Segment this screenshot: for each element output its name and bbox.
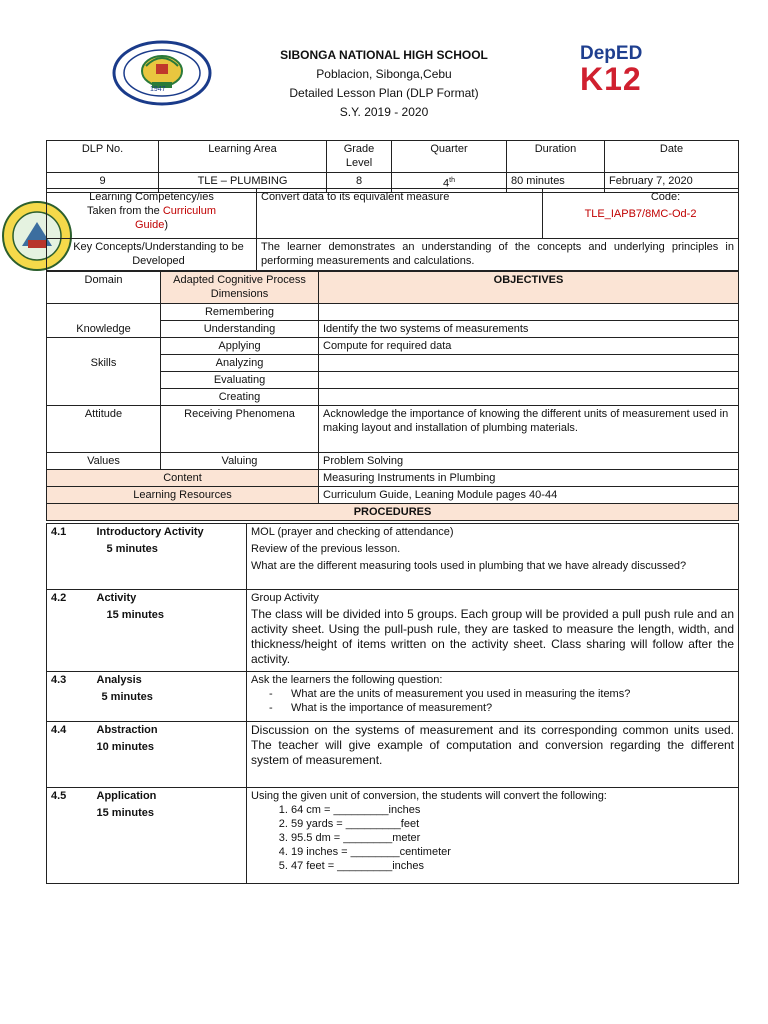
objective-receiving: Acknowledge the importance of knowing the different units of measurement used in making layout and installation of plumbing materials. xyxy=(319,406,739,453)
proc-line: Ask the learners the following question: xyxy=(251,674,443,686)
resources-value: Curriculum Guide, Leaning Module pages 40-44 xyxy=(319,487,739,504)
objective-analyzing xyxy=(319,355,739,372)
procedure-row xyxy=(47,788,739,884)
label-dlp-no: DLP No. xyxy=(47,141,159,173)
proc-body xyxy=(247,524,739,590)
school-year: S.Y. 2019 - 2020 xyxy=(339,105,429,119)
proc-line: Using the given unit of conversion, the students will convert the following: xyxy=(251,790,607,802)
domain-header: Domain xyxy=(47,272,161,304)
key-concepts-text: The learner demonstrates an understanding of the concepts and underlying principles in performing measurements and calculations. xyxy=(257,239,739,271)
label-quarter: Quarter xyxy=(392,141,507,173)
guide-red: Guide xyxy=(134,219,165,231)
proc-time: 5 minutes xyxy=(101,691,153,703)
proc-title-cell xyxy=(83,788,247,884)
objective-applying: Compute for required data xyxy=(319,338,739,355)
procedures-table xyxy=(46,523,739,884)
value-grade-level: 8 xyxy=(327,173,392,193)
value-dlp-no: 9 xyxy=(47,173,159,193)
proc-num: 4.3 xyxy=(47,672,83,722)
plan-type: Detailed Lesson Plan (DLP Format) xyxy=(289,86,479,100)
competency-label-suffix: ) xyxy=(164,219,169,231)
info-table xyxy=(46,140,739,193)
proc-title: Activity xyxy=(96,592,137,604)
code-label: Code: xyxy=(650,191,681,203)
process-evaluating: Evaluating xyxy=(161,372,319,389)
seal-year: 1947 xyxy=(150,86,166,93)
proc-line: Review of the previous lesson. xyxy=(251,543,401,555)
proc-num: 4.1 xyxy=(47,524,83,590)
list-item: - What are the units of measurement you used in measuring the items? xyxy=(291,687,734,701)
competency-table xyxy=(46,188,739,271)
label-grade-level: Grade Level xyxy=(327,141,392,173)
proc-title-cell xyxy=(83,722,247,788)
procedure-row xyxy=(47,524,739,590)
proc-body xyxy=(247,672,739,722)
proc-body xyxy=(247,590,739,672)
content-label: Content xyxy=(47,470,319,487)
list-item: - What is the importance of measurement? xyxy=(291,701,734,715)
proc-title: Analysis xyxy=(96,674,142,686)
objectives-table xyxy=(46,271,739,521)
proc-num: 4.5 xyxy=(47,788,83,884)
proc-body xyxy=(247,788,739,884)
domain-knowledge: Knowledge xyxy=(47,304,161,338)
content-value: Measuring Instruments in Plumbing xyxy=(319,470,739,487)
proc-title: Application xyxy=(96,790,157,802)
school-name: SIBONGA NATIONAL HIGH SCHOOL xyxy=(280,48,488,62)
competency-code: TLE_IAPB7/8MC-Od-2 xyxy=(584,208,697,220)
procedure-row xyxy=(47,722,739,788)
resources-label: Learning Resources xyxy=(47,487,319,504)
proc-body xyxy=(247,722,739,788)
objective-understanding: Identify the two systems of measurements xyxy=(319,321,739,338)
proc-title: Introductory Activity xyxy=(96,526,204,538)
k12-wordmark: K12 xyxy=(580,61,642,97)
proc-time: 10 minutes xyxy=(96,741,154,753)
competency-code-cell xyxy=(543,189,739,239)
conversion-list xyxy=(251,803,734,873)
quarter-sup: th xyxy=(449,177,455,184)
process-analyzing: Analyzing xyxy=(161,355,319,372)
objective-valuing: Problem Solving xyxy=(319,453,739,470)
proc-title-cell xyxy=(83,590,247,672)
domain-attitude: Attitude xyxy=(47,406,161,453)
domain-values: Values xyxy=(47,453,161,470)
objective-remembering xyxy=(319,304,739,321)
objective-evaluating xyxy=(319,372,739,389)
process-understanding: Understanding xyxy=(161,321,319,338)
process-remembering: Remembering xyxy=(161,304,319,321)
label-duration: Duration xyxy=(507,141,605,173)
competency-label-line1: Learning Competency/ies xyxy=(89,191,214,203)
proc-title-cell xyxy=(83,672,247,722)
label-date: Date xyxy=(605,141,739,173)
process-creating: Creating xyxy=(161,389,319,406)
competency-label-line2 xyxy=(51,204,252,218)
competency-label-line3 xyxy=(51,218,252,232)
proc-line: MOL (prayer and checking of attendance) xyxy=(251,526,454,538)
competency-label-prefix: Taken from the xyxy=(86,205,163,217)
school-address: Poblacion, Sibonga,Cebu xyxy=(316,67,452,81)
competency-label xyxy=(47,189,257,239)
objectives-header: OBJECTIVES xyxy=(319,272,739,304)
proc-time: 15 minutes xyxy=(106,609,164,621)
key-concepts-label: Key Concepts/Understanding to be Developed xyxy=(47,239,257,271)
list-item: 5. 47 feet = _________inches xyxy=(291,859,734,873)
deped-wordmark: DepED xyxy=(580,43,643,64)
proc-line: What are the different measuring tools used in plumbing that we have already discussed? xyxy=(251,560,687,572)
proc-line: The class will be divided into 5 groups. Each group will be provided a pull push rule and an activity sheet. Using the pull-push rule, they are tasked to measure the length, width, and thickness/height of items written on the activity sheet. Class sharing will follow after the activity. xyxy=(251,607,734,666)
proc-title-cell xyxy=(83,524,247,590)
proc-time: 5 minutes xyxy=(106,543,158,555)
list-item: 2. 59 yards = _________feet xyxy=(291,817,734,831)
question-list xyxy=(251,687,734,715)
proc-title: Abstraction xyxy=(96,724,158,736)
curriculum-red: Curriculum xyxy=(162,205,216,217)
quarter-number: 4 xyxy=(443,177,450,190)
procedure-row xyxy=(47,590,739,672)
procedure-row xyxy=(47,672,739,722)
list-item: 3. 95.5 dm = ________meter xyxy=(291,831,734,845)
domain-skills: Skills xyxy=(47,338,161,406)
value-duration: 80 minutes xyxy=(507,173,605,193)
process-receiving: Receiving Phenomena xyxy=(161,406,319,453)
process-header: Adapted Cognitive Process Dimensions xyxy=(161,272,319,304)
process-applying: Applying xyxy=(161,338,319,355)
value-date: February 7, 2020 xyxy=(605,173,739,193)
proc-line: Group Activity xyxy=(251,592,319,604)
proc-num: 4.2 xyxy=(47,590,83,672)
proc-num: 4.4 xyxy=(47,722,83,788)
procedures-title: PROCEDURES xyxy=(47,504,739,521)
value-learning-area: TLE – PLUMBING xyxy=(159,173,327,193)
list-item: 1. 64 cm = _________inches xyxy=(291,803,734,817)
objective-creating xyxy=(319,389,739,406)
proc-line: Discussion on the systems of measurement and its corresponding common units used. The teacher will give example of computation and conversion regarding the different system of measurement. xyxy=(251,723,734,767)
competency-text: Convert data to its equivalent measure xyxy=(257,189,543,239)
label-learning-area: Learning Area xyxy=(159,141,327,173)
proc-time: 15 minutes xyxy=(96,807,154,819)
process-valuing: Valuing xyxy=(161,453,319,470)
list-item: 4. 19 inches = ________centimeter xyxy=(291,845,734,859)
